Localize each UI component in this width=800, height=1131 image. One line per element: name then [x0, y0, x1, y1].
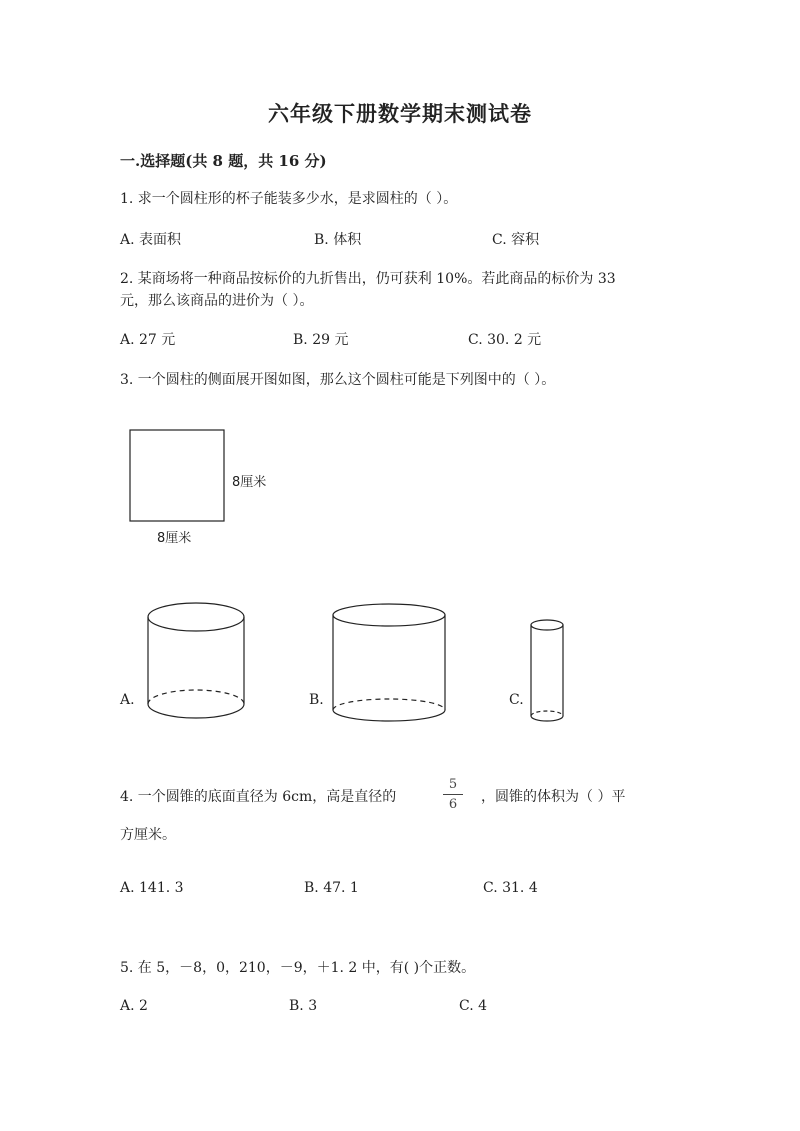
question-2-option-a: A. 27 元: [120, 332, 176, 348]
question-2-option-b: B. 29 元: [293, 332, 349, 348]
cylinder-c: [531, 620, 563, 721]
question-3-option-b: B.: [309, 692, 324, 708]
question-4-option-b: B. 47. 1: [304, 880, 359, 896]
question-2-option-c: C. 30. 2 元: [468, 332, 542, 348]
question-4-text-after: ，圆锥的体积为（ ）平: [481, 789, 626, 805]
net-bottom-label: 8厘米: [157, 531, 192, 546]
question-1-text: 1. 求一个圆柱形的杯子能装多少水，是求圆柱的（ ）。: [120, 191, 458, 207]
question-2-text-line2: 元，那么该商品的进价为（ ）。: [120, 293, 314, 309]
section-heading: 一.选择题(共 8 题，共 16 分): [120, 152, 327, 170]
question-5-option-c: C. 4: [459, 998, 488, 1014]
question-5-text: 5. 在 5，－8，0，210，－9，＋1. 2 中，有( )个正数。: [120, 960, 476, 976]
question-1-option-a: A. 表面积: [120, 232, 182, 248]
question-1-option-c: C. 容积: [492, 232, 540, 248]
cylinder-b: [333, 604, 445, 721]
net-side-label: 8厘米: [232, 475, 267, 490]
fraction-denominator: 6: [448, 797, 458, 812]
question-3-option-c: C.: [509, 692, 524, 708]
question-2-text-line1: 2. 某商场将一种商品按标价的九折售出，仍可获利 10%。若此商品的标价为 33: [120, 271, 616, 287]
fraction-bar: [443, 794, 463, 795]
question-4-text-line2: 方厘米。: [120, 827, 176, 843]
question-4-option-a: A. 141. 3: [120, 880, 184, 896]
question-3-option-a: A.: [120, 692, 135, 708]
question-4-fraction: [443, 777, 463, 812]
fraction-numerator: 5: [448, 777, 458, 792]
page-title: 六年级下册数学期末测试卷: [268, 101, 532, 126]
cylinder-a: [148, 603, 244, 718]
question-4-option-c: C. 31. 4: [483, 880, 538, 896]
question-4-text-before: 4. 一个圆锥的底面直径为 6cm，高是直径的: [120, 789, 397, 805]
question-5-option-a: A. 2: [120, 998, 148, 1014]
question-5-option-b: B. 3: [289, 998, 318, 1014]
square-net: [130, 430, 224, 521]
question-1-option-b: B. 体积: [314, 232, 362, 248]
question-3-text: 3. 一个圆柱的侧面展开图如图，那么这个圆柱可能是下列图中的（ ）。: [120, 372, 556, 388]
